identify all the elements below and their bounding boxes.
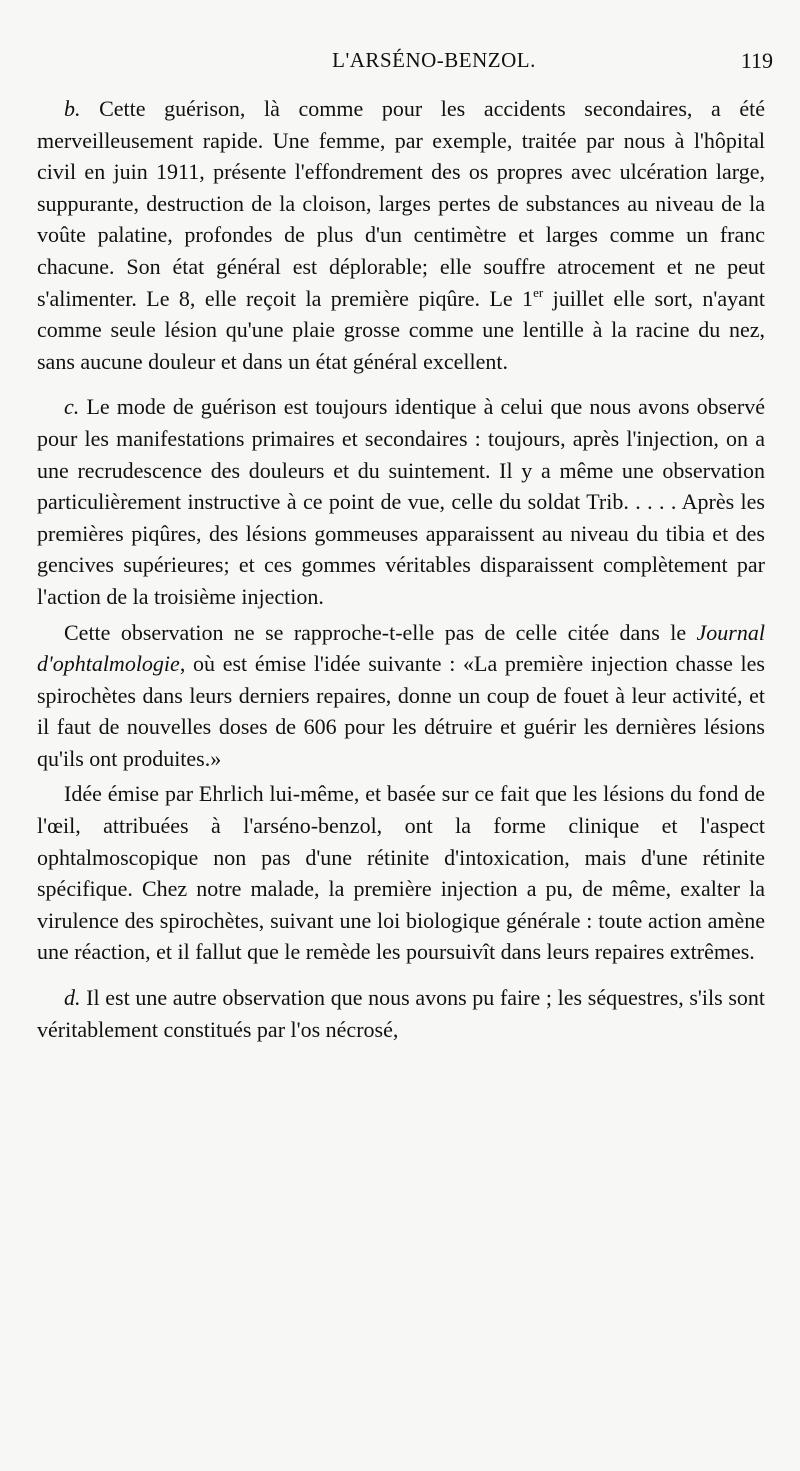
paragraph-b xyxy=(37,93,765,377)
paragraph-b-text-2: juillet elle sort, n'ayant comme seule lésion qu'une plaie grosse comme une lentille à la racine du nez, sans aucune douleur et dans un état général excellent. xyxy=(37,285,765,374)
paragraph-c xyxy=(37,391,765,612)
paragraph-label-c: c. xyxy=(64,394,80,420)
running-title: L'ARSÉNO-BENZOL. xyxy=(332,48,536,72)
journal-title: Journal d'ophtalmologie xyxy=(37,619,765,677)
page-header xyxy=(95,48,773,88)
paragraph-b-text-1: Cette guérison, là comme pour les accidents secondaires, a été merveilleusement rapide. Une femme, par exemple, traitée par nous à l'hôpital civil en juin 1911, présente l'effondrement des os propres avec ulcération large, suppurante, destruction de la cloison, larges pertes de substances au niveau de la voûte palatine, profondes de plus d'un centimètre et larges comme un franc chacune. Son état général est déplorable; elle souffre atrocement et ne peut s'alimenter. Le 8, elle reçoit la première piqûre. Le 1 xyxy=(37,96,765,311)
paragraph-d xyxy=(37,982,765,1045)
paragraph-label-d: d. xyxy=(64,985,81,1011)
paragraph-d-text: Il est une autre observation que nous avons pu faire ; les séquestres, s'ils sont véritablement constitués par l'os nécrosé, xyxy=(37,985,765,1042)
paragraph-observation xyxy=(37,617,765,775)
body-text xyxy=(37,93,765,1045)
page-number: 119 xyxy=(740,48,773,73)
ordinal-superscript: er xyxy=(533,284,544,300)
paragraph-c-text: Le mode de guérison est toujours identique à celui que nous avons observé pour les manifestations primaires et secondaires : toujours, après l'injection, on a une recrudescence des douleurs et du suintement. Il y a même une observation particulièrement instructive à ce point de vue, celle du soldat Trib. . . . . Après les premières piqûres, des lésions gommeuses apparaissent au niveau du tibia et des gencives supérieures; et ces gommes véritables disparaissent complètement par l'action de la troisième injection. xyxy=(37,394,765,609)
paragraph-label-b: b. xyxy=(64,96,81,121)
paragraph-ehrlich-text: Idée émise par Ehrlich lui-même, et basée sur ce fait que les lésions du fond de l'œil, attribuées à l'arséno-benzol, ont la forme clinique et l'aspect ophtalmoscopique non pas d'une rétinite d'intoxication, mais d'une rétinite spécifique. Chez notre malade, la première injection a pu, de même, exalter la virulence des spirochètes, suivant une loi biologique générale : toute action amène une réaction, et il fallut que le remède les poursuivît dans leurs repaires extrêmes. xyxy=(37,781,765,965)
paragraph-ehrlich xyxy=(37,778,765,968)
paragraph-observation-text-1: Cette observation ne se rapproche-t-elle pas de celle citée dans le xyxy=(64,619,697,645)
paragraph-observation-text-2: , où est émise l'idée suivante : «La première injection chasse les spirochètes dans leurs derniers repaires, donne un coup de fouet à leur activité, et il faut de nouvelles doses de 606 pour les détruire et guérir les dernières lésions qu'ils ont produites.» xyxy=(37,651,765,771)
